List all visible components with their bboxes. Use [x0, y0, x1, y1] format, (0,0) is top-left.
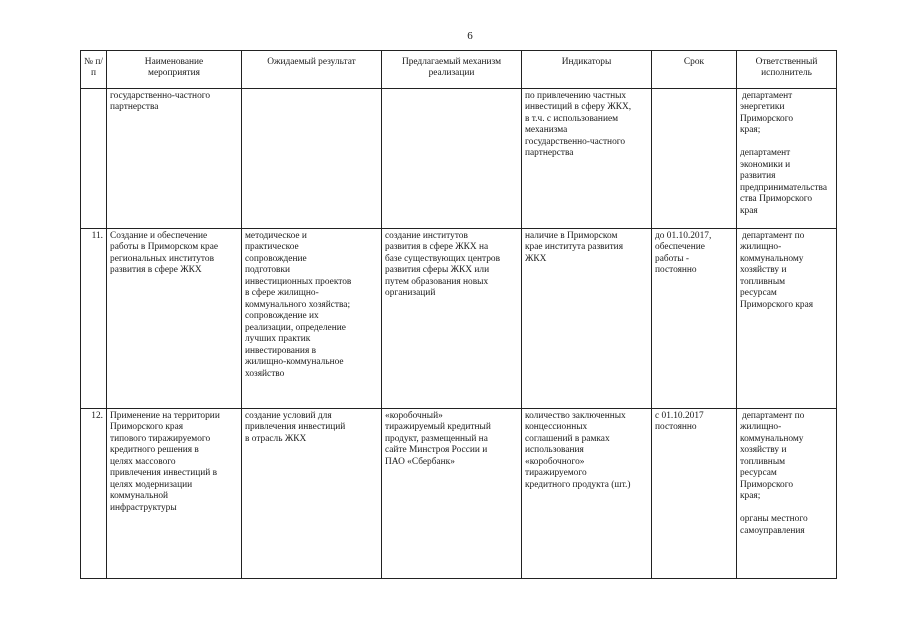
measures-table: [80, 50, 837, 579]
row-num: [81, 89, 107, 229]
row-num: [81, 229, 107, 409]
row-result-text: методическое и практическое сопровождение подготовки инвестиционных проектов в сфере жилищно- коммунального хозяйства; сопровождение их реализации, определение лучших практик инвестирования в жилищно-коммунальное хозяйство: [245, 231, 352, 379]
header-name-label: Наименование мероприятия: [144, 57, 204, 79]
table-row: [81, 229, 837, 409]
row-name: [107, 229, 242, 409]
header-result: [242, 51, 382, 89]
row-indicators-text: по привлечению частных инвестиций в сферу ЖКХ, в т.ч. с использованием механизма государственно-частного партнерства: [525, 91, 632, 159]
header-term: [652, 51, 737, 89]
row-term: [652, 409, 737, 579]
row-responsible: [737, 89, 837, 229]
row-term-text: с 01.10.2017 постоянно: [655, 411, 704, 433]
row-result: [242, 229, 382, 409]
row-term: [652, 89, 737, 229]
row-result: [242, 409, 382, 579]
row-responsible: [737, 229, 837, 409]
row-num-text: 11.: [91, 231, 103, 241]
header-term-label: Срок: [683, 57, 705, 67]
header-mechanism-label: Предлагаемый механизм реализации: [401, 57, 502, 79]
header-num-label: № п/п: [84, 57, 103, 79]
header-indicators-label: Индикаторы: [561, 57, 612, 67]
row-responsible-text: департамент по жилищно- коммунальному хозяйству и топливным ресурсам Приморского края: [740, 231, 814, 310]
row-name: [107, 89, 242, 229]
header-num: [81, 51, 107, 89]
table-row: [81, 409, 837, 579]
table-row: [81, 89, 837, 229]
row-name-text: государственно-частного партнерства: [110, 91, 211, 113]
row-indicators-text: наличие в Приморском крае института развития ЖКХ: [525, 231, 624, 264]
page-number: 6: [467, 30, 473, 42]
row-responsible-text: департамент по жилищно- коммунальному хозяйству и топливным ресурсам Приморского края; органы местного самоуправления: [740, 411, 808, 536]
header-name: [107, 51, 242, 89]
header-mechanism: [382, 51, 522, 89]
row-mechanism-text: «коробочный» тиражируемый кредитный продукт, размещенный на сайте Минстроя России и ПАО «Сбербанк»: [385, 411, 491, 467]
row-term: [652, 229, 737, 409]
row-name: [107, 409, 242, 579]
header-responsible-label: Ответственный исполнитель: [755, 57, 818, 79]
row-num-text: 12.: [91, 411, 103, 421]
row-indicators: [522, 229, 652, 409]
row-mechanism: [382, 89, 522, 229]
row-mechanism-text: создание институтов развития в сфере ЖКХ на базе существующих центров развития сферы ЖКХ или путем образования новых организаций: [385, 231, 501, 299]
row-num: [81, 409, 107, 579]
header-responsible: [737, 51, 837, 89]
row-result: [242, 89, 382, 229]
table-header-row: [81, 51, 837, 89]
header-result-label: Ожидаемый результат: [267, 57, 356, 67]
row-responsible: [737, 409, 837, 579]
header-indicators: [522, 51, 652, 89]
row-mechanism: [382, 229, 522, 409]
row-result-text: создание условий для привлечения инвестиций в отрасль ЖКХ: [245, 411, 346, 444]
row-mechanism: [382, 409, 522, 579]
row-indicators: [522, 89, 652, 229]
row-name-text: Применение на территории Приморского края типового тиражируемого кредитного решения в целях массового привлечения инвестиций в целях модернизации коммунальной инфраструктуры: [110, 411, 220, 513]
row-name-text: Создание и обеспечение работы в Приморском крае региональных институтов развития в сфере ЖКХ: [110, 231, 219, 276]
row-indicators: [522, 409, 652, 579]
row-responsible-text: департамент энергетики Приморского края; департамент экономики и развития предпринимательства ства Приморского края: [740, 91, 827, 216]
row-term-text: до 01.10.2017, обеспечение работы - постоянно: [655, 231, 712, 276]
row-indicators-text: количество заключенных концессионных соглашений в рамках использования «коробочного» тиражируемого кредитного продукта (шт.): [525, 411, 631, 490]
